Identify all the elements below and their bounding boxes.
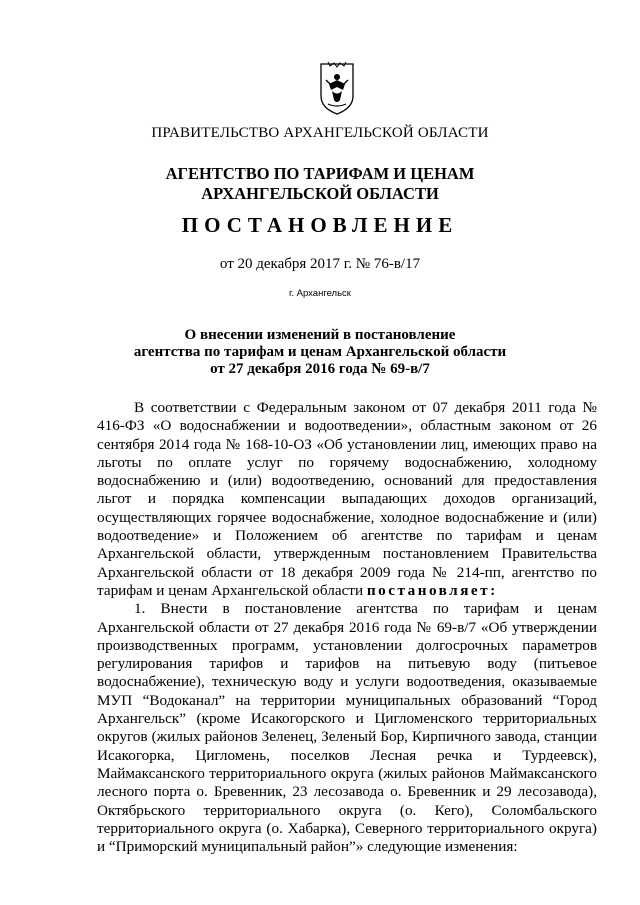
agency-line-2: АРХАНГЕЛЬСКОЙ ОБЛАСТИ xyxy=(201,184,439,203)
document-type: ПОСТАНОВЛЕНИЕ xyxy=(181,213,459,237)
city: г. Архангельск xyxy=(289,288,351,299)
coat-of-arms-emblem xyxy=(318,60,356,116)
government-name: ПРАВИТЕЛЬСТВО АРХАНГЕЛЬСКОЙ ОБЛАСТИ xyxy=(151,125,489,141)
title-line-1: О внесении изменений в постановление xyxy=(184,327,456,343)
date-and-number: от 20 декабря 2017 г. № 76-в/17 xyxy=(219,256,421,272)
title-line-3: от 27 декабря 2016 года № 69-в/7 xyxy=(210,361,430,377)
agency-line-1: АГЕНТСТВО ПО ТАРИФАМ И ЦЕНАМ xyxy=(165,164,475,183)
resolves-word: постановляет: xyxy=(366,581,498,599)
agency-name xyxy=(0,164,640,204)
document-body xyxy=(97,399,597,856)
preamble-text: В соответствии с Федеральным законом от 07 декабря 2011 года № 416-ФЗ «О водоснабжении и водоотведении», областным законом от 26 сентября 2014 года № 168-10-ОЗ «Об установлении лиц, имеющих право на льготы по оплате услуг по горячему водоснабжению, холодному водоснабжению и (или) водоотведению, оснований для предоставления льгот и порядка компенсации выпадающих доходов организаций, осуществляющих горячее водоснабжение, холодное водоснабжение и (или) водоотведение» и Положением об агентстве по тарифам и ценам Архангельской области, утвержденным постановлением Правительства Архангельской области от 18 декабря 2009 года № 214-пп, агентство по тарифам и ценам Архангельской области xyxy=(97,399,597,599)
paragraph-preamble xyxy=(97,399,597,600)
paragraph-item-1: 1. Внести в постановление агентства по тарифам и ценам Архангельской области от 27 декабря 2016 года № 69-в/7 «Об утверждении производственных программ, установлении долгосрочных параметров регулирования тарифов и тарифов на питьевую воду (питьевое водоснабжение), техническую воду и услуги водоотведения, оказываемые МУП “Водоканал” на территории муниципальных образований “Город Архангельск” (кроме Исакогорского и Цигломенского территориальных округов (жилых районов Зеленец, Зеленый Бор, Кирпичного завода, станции Исакогорка, Цигломень, поселков Лесная речка и Турдеевск), Маймаксанского территориального округа (жилых районов Маймаксанского лесного порта о. Бревенник, 23 лесозавода о. Бревенник и 29 лесозавода), Октябрьского территориального округа (о. Кего), Соломбальского территориального округа (о. Хабарка), Северного территориального округа) и “Приморский муниципальный район”» следующие изменения: xyxy=(97,600,597,856)
document-title xyxy=(0,327,640,378)
title-line-2: агентства по тарифам и ценам Архангельской области xyxy=(133,344,507,360)
